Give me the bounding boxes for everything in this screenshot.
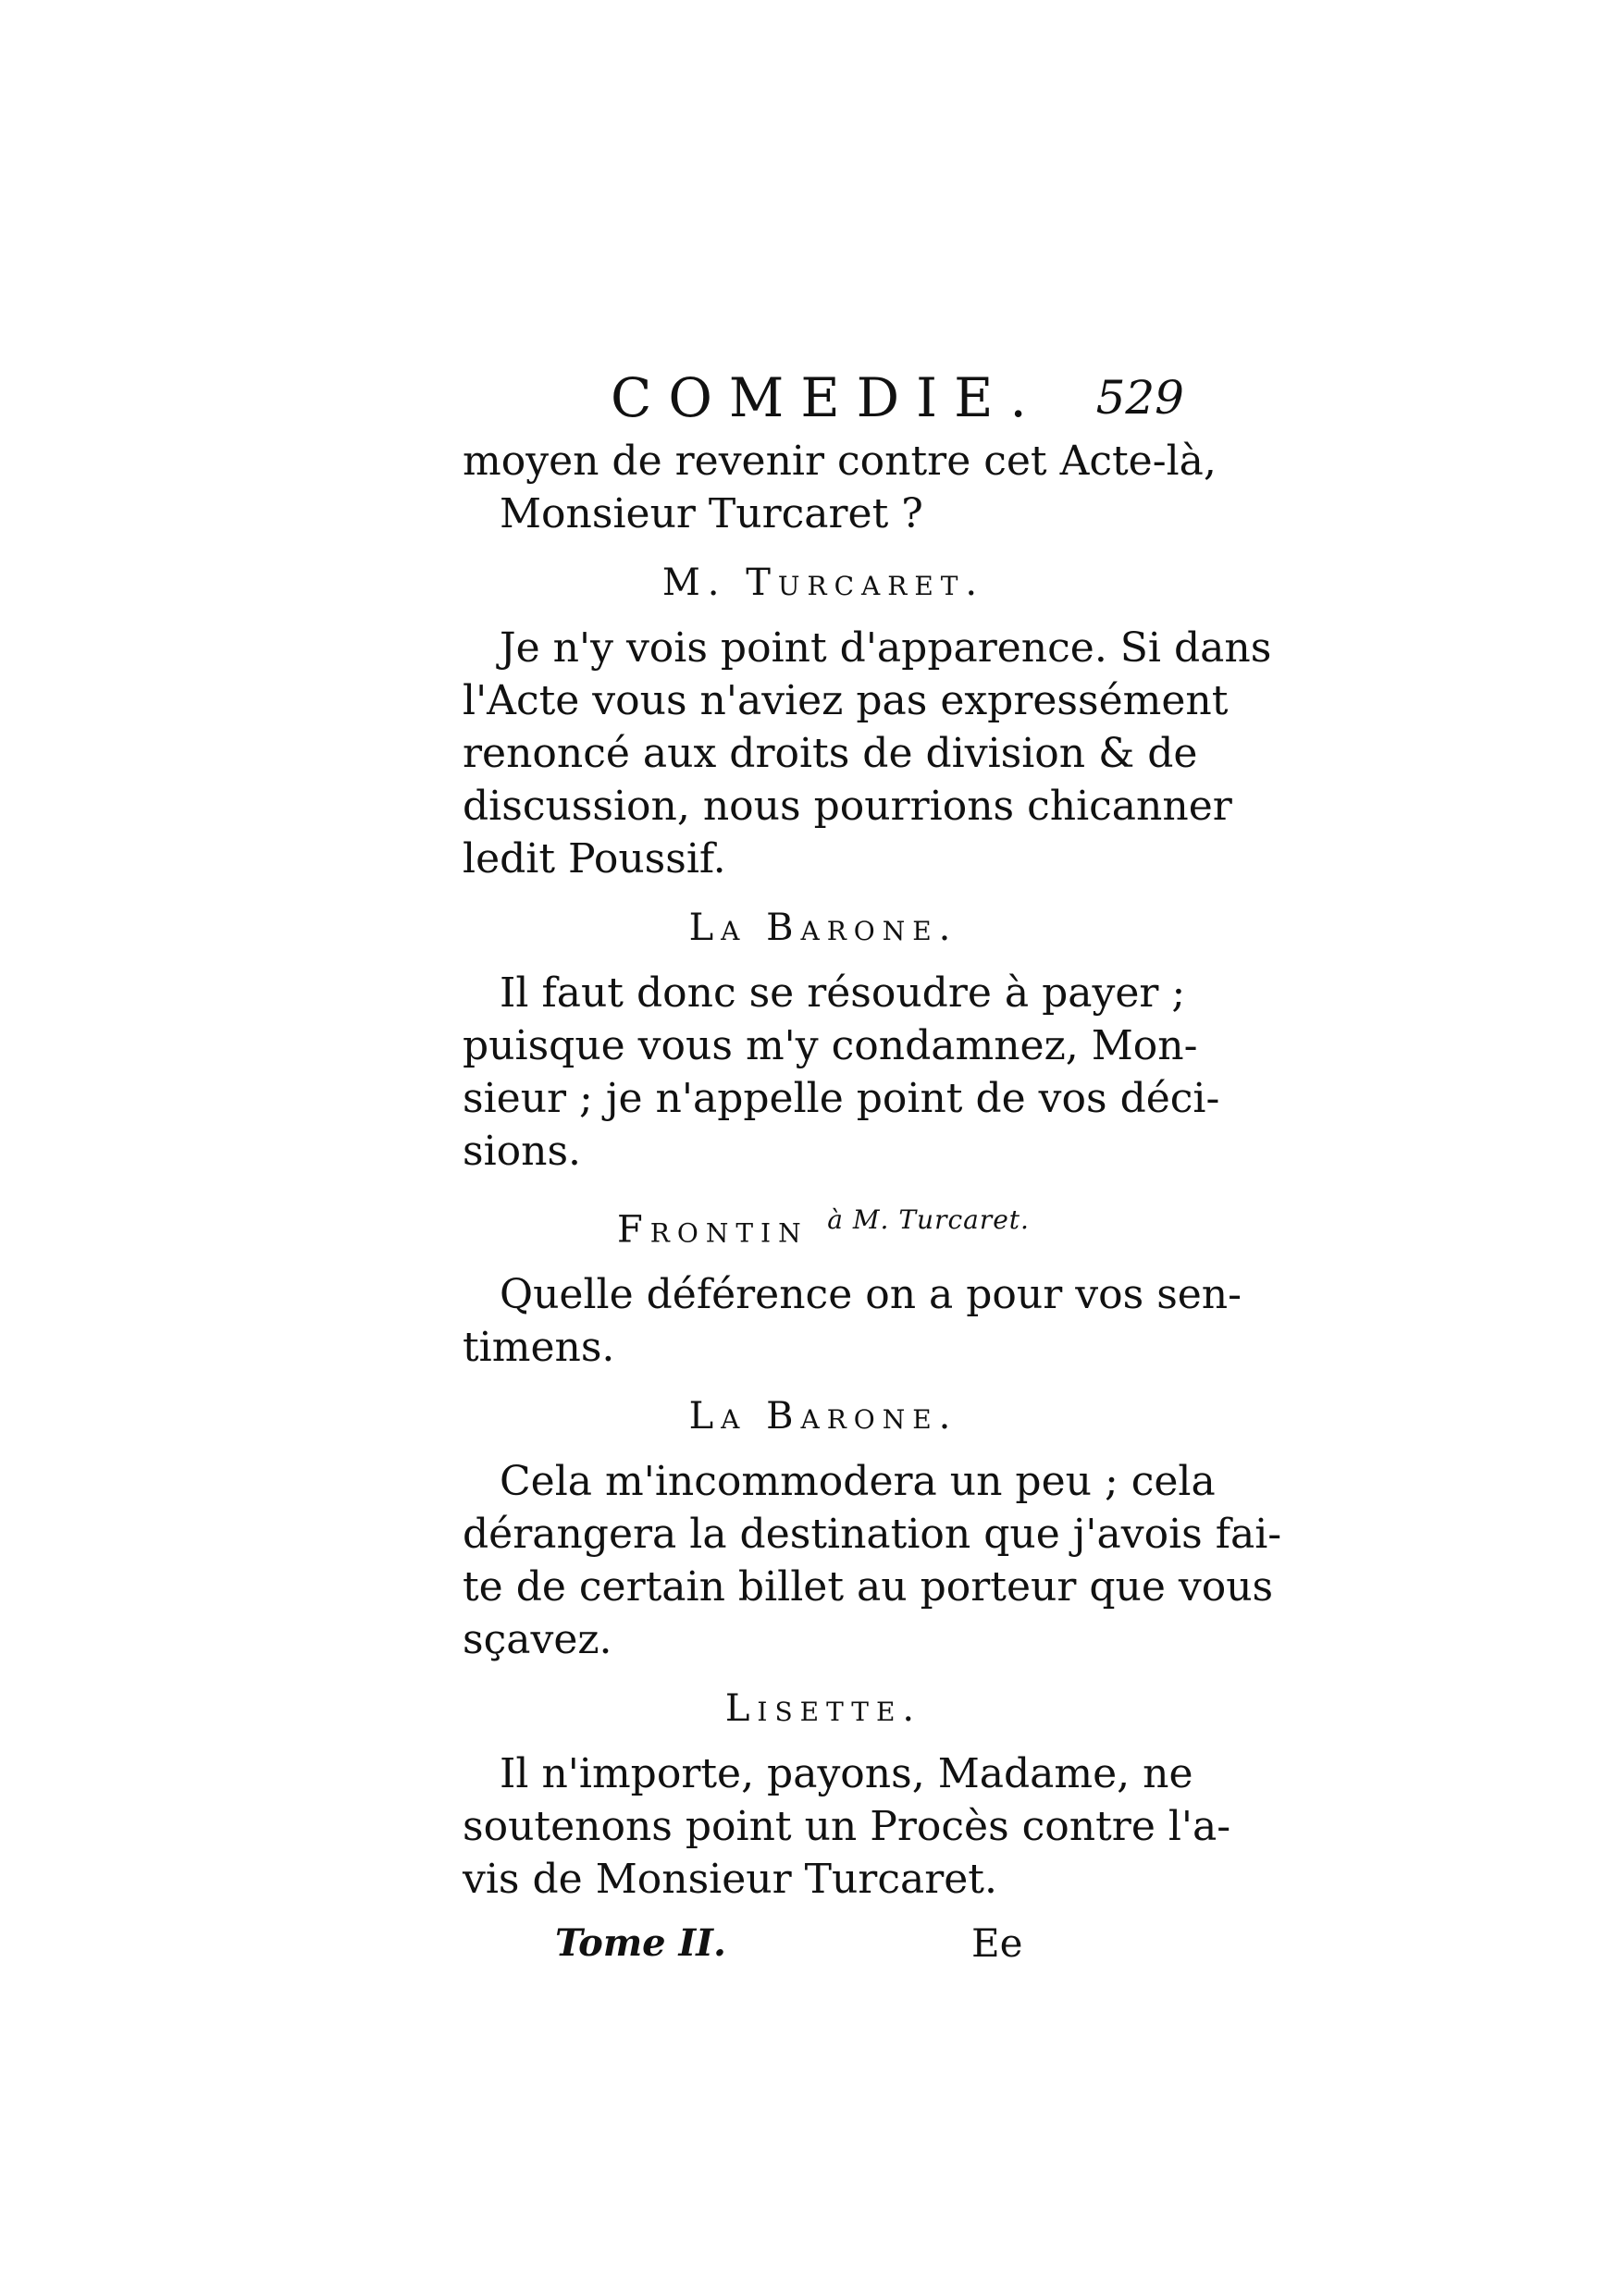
speaker-heading	[463, 1192, 1184, 1257]
dialogue-text	[463, 1747, 1231, 1906]
text-line: sieur ; je n'appelle point de vos déci-	[463, 1075, 1220, 1122]
text-line: te de certain billet au porteur que vous	[463, 1563, 1274, 1611]
dialogue-text	[463, 1268, 1242, 1374]
text-line: Il faut donc se résoudre à payer ;	[500, 969, 1186, 1017]
speaker-name: Frontin	[617, 1208, 809, 1252]
text-line: timens.	[463, 1324, 615, 1372]
book-page	[463, 361, 1282, 1976]
text-line: sions.	[463, 1128, 582, 1175]
page-footer	[463, 1911, 1184, 1976]
speaker-name: Lisette.	[724, 1687, 922, 1731]
text-line: puisque vous m'y condamnez, Mon-	[463, 1022, 1198, 1069]
dialogue-text	[463, 967, 1220, 1178]
text-line: ledit Poussif.	[463, 835, 726, 883]
page-number: 529	[1095, 371, 1184, 425]
running-title: COMEDIE.	[611, 366, 1044, 429]
text-line: Quelle déférence on a pour vos sen-	[500, 1271, 1242, 1319]
catchword: Ee	[971, 1920, 1023, 1967]
dialogue-text	[463, 1455, 1282, 1666]
text-line: Cela m'incommodera un peu ; cela	[500, 1458, 1216, 1506]
stage-direction: à M. Turcaret.	[827, 1204, 1030, 1235]
dialogue-text	[463, 622, 1272, 885]
signature-mark: Tome II.	[555, 1921, 726, 1966]
text-line: moyen de revenir contre cet Acte-là,	[463, 438, 1217, 485]
text-line: vis de Monsieur Turcaret.	[463, 1856, 997, 1904]
text-line: l'Acte vous n'aviez pas expressément	[463, 677, 1229, 724]
speaker-name: La Barone.	[688, 1395, 958, 1438]
text-line: dérangera la destination que j'avois fai-	[463, 1511, 1282, 1559]
text-line: Il n'importe, payons, Madame, ne	[500, 1750, 1193, 1798]
page-header	[463, 361, 1184, 435]
text-line: renoncé aux droits de division & de	[463, 730, 1198, 777]
speaker-name: M. Turcaret.	[661, 562, 985, 604]
text-line: soutenons point un Procès contre l'a-	[463, 1803, 1231, 1851]
dialogue-text	[463, 435, 1217, 540]
text-line: discussion, nous pourrions chicanner	[463, 783, 1232, 830]
text-line: Je n'y vois point d'apparence. Si dans	[500, 624, 1272, 672]
text-line: Monsieur Turcaret ?	[500, 490, 923, 537]
speaker-name: La Barone.	[688, 907, 958, 949]
text-line: sçavez.	[463, 1616, 612, 1664]
